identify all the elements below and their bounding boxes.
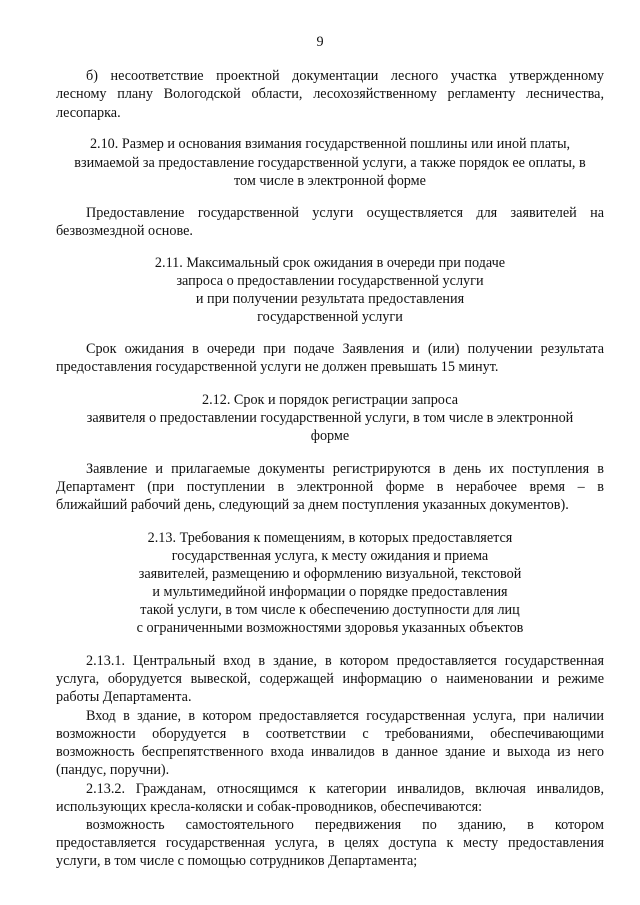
text-line: 2.13.1. Центральный вход в здание, в котором предоставляется государственная — [86, 653, 604, 669]
section-heading: такой услуги, в том числе к обеспечению доступности для лиц — [140, 602, 520, 618]
text-line: Срок ожидания в очереди при подаче Заявления и (или) получении результата — [86, 341, 604, 357]
section-heading: заявителя о предоставлении государственной услуги, в том числе в электронной — [86, 410, 574, 426]
page-number: 9 — [316, 34, 324, 50]
section-heading: и при получении результата предоставления — [195, 291, 465, 307]
text-line: (пандус, поручни). — [56, 762, 170, 778]
section-heading: форме — [310, 428, 350, 444]
text-line: предоставления государственной услуги не должен превышать 15 минут. — [56, 359, 499, 375]
text-line: услуги, в том числе с помощью сотрудников Департамента; — [56, 853, 418, 869]
text-line: возможность самостоятельного передвижения по зданию, в котором — [86, 817, 604, 833]
section-heading: 2.13. Требования к помещениям, в которых предоставляется — [147, 530, 513, 546]
section-heading: государственная услуга, к месту ожидания и приема — [171, 548, 489, 564]
section-heading: 2.11. Максимальный срок ожидания в очереди при подаче — [154, 255, 506, 271]
text-line: использующих кресла-коляски и собак-проводников, обеспечиваются: — [56, 799, 483, 815]
section-heading: заявителей, размещению и оформлению визуальной, текстовой — [138, 566, 522, 582]
text-line: Заявление и прилагаемые документы регистрируются в день их поступления в — [86, 461, 604, 477]
text-line: работы Департамента. — [56, 689, 192, 705]
section-heading: с ограниченными возможностями здоровья указанных объектов — [136, 620, 524, 636]
section-heading: том числе в электронной форме — [234, 173, 426, 189]
section-heading: 2.12. Срок и порядок регистрации запроса — [201, 392, 458, 408]
text-line: Департамент (при поступлении в электронной форме в нерабочее время – в — [56, 479, 604, 495]
section-heading: и мультимедийной информации о порядке предоставления — [152, 584, 508, 600]
text-line: возможности оборудуется в соответствии с требованиями, обеспечивающими — [56, 726, 604, 742]
section-heading: взимаемой за предоставление государственной услуги, а также порядок ее оплаты, в — [74, 155, 586, 171]
text-line: лесному плану Вологодской области, лесохозяйственному регламенту лесничества, — [56, 86, 604, 102]
text-line: лесопарка. — [56, 105, 121, 121]
text-line: Вход в здание, в котором предоставляется государственная услуга, при наличии — [86, 708, 604, 724]
section-heading: 2.10. Размер и основания взимания государственной пошлины или иной платы, — [89, 136, 571, 152]
text-line: предоставляется государственная услуга, в целях доступа к месту предоставления — [56, 835, 604, 851]
section-heading: государственной услуги — [257, 309, 403, 325]
text-line: возможность беспрепятственного входа инвалидов в данное здание и выхода из него — [56, 744, 604, 760]
text-line: 2.13.2. Гражданам, относящимся к категории инвалидов, включая инвалидов, — [86, 781, 604, 797]
text-line: ближайший рабочий день, следующий за днем поступления указанных документов). — [56, 497, 569, 513]
text-line: Предоставление государственной услуги осуществляется для заявителей на — [86, 205, 604, 221]
section-heading: запроса о предоставлении государственной услуги — [176, 273, 484, 289]
text-line: б) несоответствие проектной документации лесного участка утвержденному — [86, 68, 604, 84]
text-line: безвозмездной основе. — [56, 223, 193, 239]
text-line: услуга, оборудуется вывеской, содержащей информацию о наименовании и режиме — [56, 671, 604, 687]
